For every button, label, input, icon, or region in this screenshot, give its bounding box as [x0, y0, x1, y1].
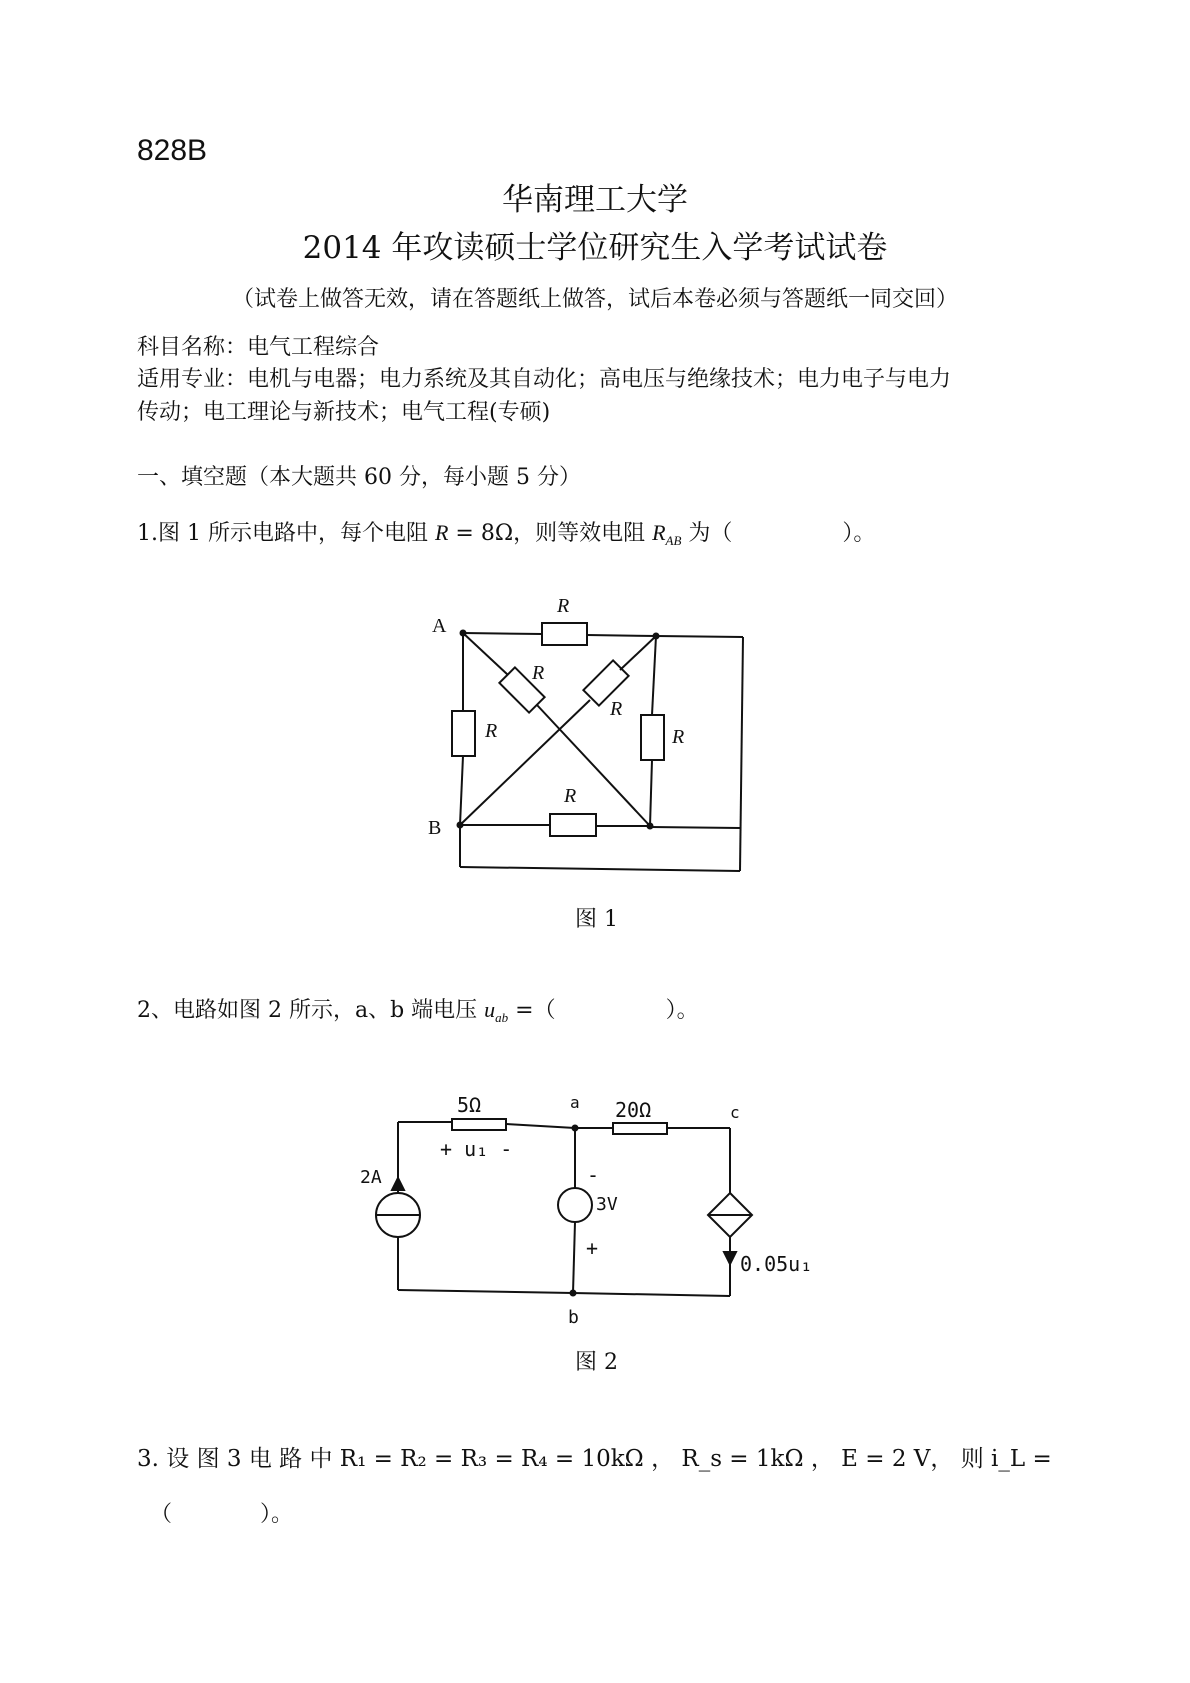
q1-text: 1.图 1 所示电路中，每个电阻 [137, 521, 435, 546]
fig1-r-diag1: R [532, 662, 545, 684]
fig1-node-a: A [432, 615, 447, 637]
fig1-r-top: R [557, 595, 570, 617]
fig2-node-a: a [570, 1093, 580, 1112]
fig1-r-left: R [485, 720, 498, 742]
university-name: 华南理工大学 [502, 182, 688, 218]
majors-line-2: 传动；电工理论与新技术；电气工程(专硕) [137, 400, 551, 425]
exam-title: 2014 年攻读硕士学位研究生入学考试试卷 [302, 230, 888, 266]
q2-u-sub: ab [495, 1010, 509, 1026]
fig1-node-b: B [428, 817, 442, 839]
q1-text-2: = 8Ω，则等效电阻 [448, 521, 653, 546]
figure-1-circuit [452, 623, 743, 871]
question-3-answer-blank: （ ）。 [150, 1502, 294, 1527]
fig1-caption: 图 1 [575, 907, 618, 932]
section-heading: 一、填空题（本大题共 60 分，每小题 5 分） [137, 465, 581, 490]
fig1-r-right: R [672, 726, 685, 748]
q1-rab: R [652, 520, 666, 545]
fig2-node-b: b [568, 1307, 579, 1328]
fig2-node-c: c [730, 1103, 740, 1122]
exam-code: 828B [137, 134, 208, 167]
fig2-voltage-source: 3V [596, 1194, 618, 1215]
exam-note: （试卷上做答无效，请在答题纸上做答，试后本卷必须与答题纸一同交回） [231, 287, 958, 312]
q2-suffix: =（ ）。 [508, 998, 699, 1023]
q1-r: R [434, 520, 449, 545]
subject-name: 科目名称：电气工程综合 [137, 335, 380, 360]
fig1-r-diag2: R [610, 698, 623, 720]
q1-suffix: 为（ ）。 [681, 521, 876, 546]
majors-line-1: 适用专业：电机与电器；电力系统及其自动化；高电压与绝缘技术；电力电子与电力 [137, 367, 952, 392]
figure-2-circuit [376, 1119, 752, 1296]
fig2-u1: + u₁ - [440, 1137, 513, 1161]
fig2-minus: - [587, 1163, 600, 1187]
fig2-caption: 图 2 [575, 1350, 618, 1375]
fig2-r2: 20Ω [615, 1098, 652, 1122]
fig2-plus: + [586, 1236, 599, 1260]
q1-rab-sub: AB [665, 533, 682, 549]
fig1-r-bottom: R [564, 785, 577, 807]
question-3: 3. 设 图 3 电 路 中 R₁ = R₂ = R₃ = R₄ = 10kΩ ， R_s = 1kΩ ， E = 2 V， 则 i_L = [137, 1446, 1052, 1472]
q2-text: 2、电路如图 2 所示，a、b 端电压 [137, 998, 485, 1023]
question-2 [137, 993, 699, 1026]
fig2-current-source: 2A [360, 1167, 382, 1188]
fig2-r1: 5Ω [457, 1093, 482, 1117]
q2-u: u [484, 997, 496, 1022]
fig2-dependent-source: 0.05u₁ [740, 1252, 813, 1276]
